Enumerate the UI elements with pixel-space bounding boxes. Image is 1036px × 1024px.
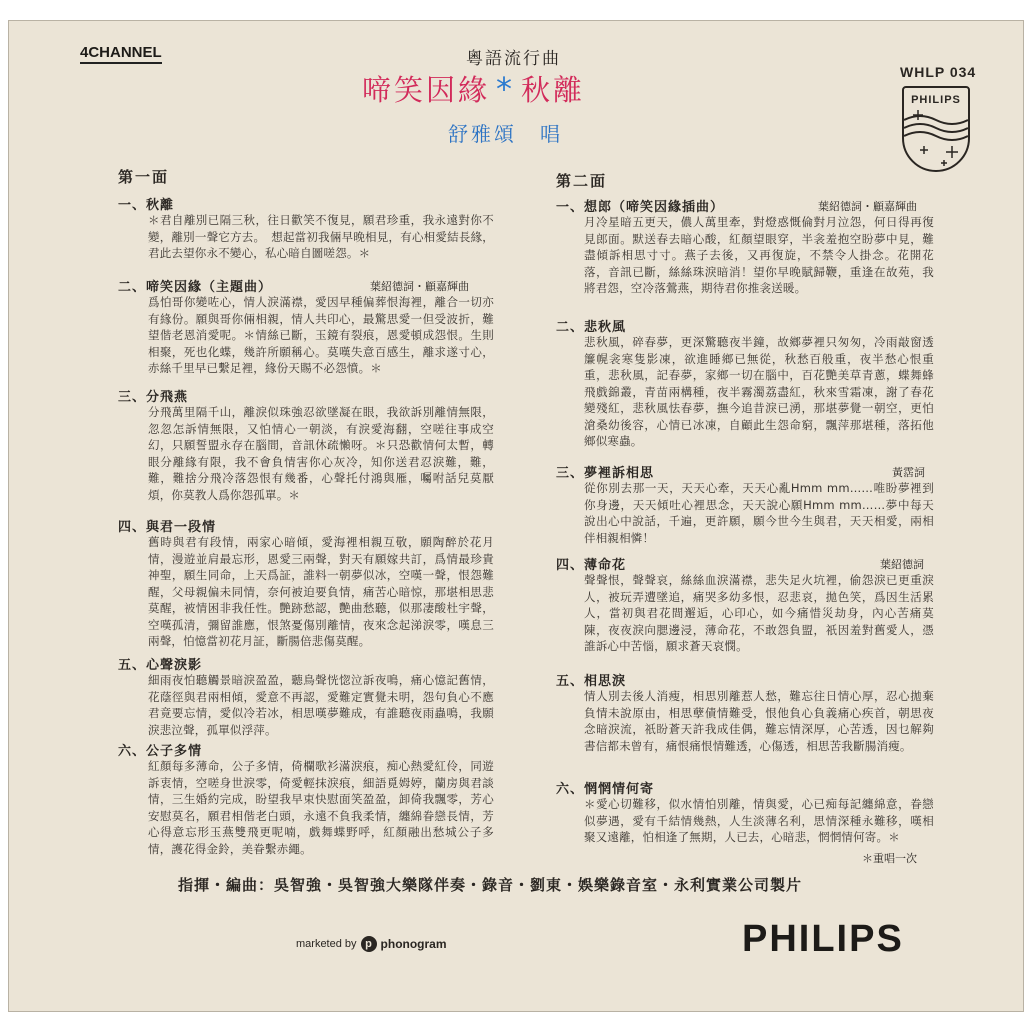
marketed-by-label: marketed by xyxy=(296,938,357,950)
side2-song1-credit: 葉紹德詞・顧嘉輝曲 xyxy=(818,200,917,213)
side2-song3-lyrics: 從你別去那一天，天天心牽，天天心亂Hmm mm……唯盼夢裡到你身邊，天天傾吐心裡思念，天天說心願Hmm mm……夢中每天說出心中說話，千遍，更許願，願今世今生與君，天天相愛，兩相伴相親相憐！ xyxy=(584,481,934,545)
side1-song4-lyrics: 舊時與君有段情，兩家心暗傾，愛海裡相親互敬，願陶醉於花月情，漫遊並肩最忘形，恩愛三兩聲，對天有願嫁共訂，爲情最珍貴神聖，願生同命，上天爲証，誰料一朝夢似冰，空嘆一聲，恨怨難醒，父母親偏未同情，奈何被迫要負情，痛苦心暗惊，那堪相思悲莫醒，被情困非我任性。艷跡愁認，艷曲愁聽，似那凄酸杜宇聲，空嘆孤清，彌留誰應，恨煞憂傷別離情，夜來念起涕淚零，嘆息三兩聲，怕憶當初花月証，斷腸倍悲傷莫醒。 xyxy=(148,535,494,648)
side2-song1-lyrics: 月冷星暗五更天，儂人萬里牽，對燈惑慨倫對月泣怨，何日得再復見郎面。默送春去暗心酸，紅顏望眼穿，半衾羞抱空盼夢中見，難盡傾訴相思寸寸。燕子去後，又再復旋，不禁令人掛念。花開花落，音訊已斷，絲絲珠淚暗消！望你早晚賦歸鞭，重逢在故苑，我將君怨，空冷落鶯燕，期待君你推衾送暖。 xyxy=(584,215,934,295)
philips-stars-icon xyxy=(904,106,968,172)
four-channel-logo: 4CHANNEL xyxy=(80,44,162,64)
side2-song5-title: 五、相思淚 xyxy=(556,674,627,689)
side1-song4-title: 四、與君一段情 xyxy=(118,520,217,535)
side2-song6-title: 六、惘惘情何寄 xyxy=(556,782,655,797)
phonogram-logo-icon: p xyxy=(361,936,377,952)
side1-song1-lyrics: ＊君自離別已隔三秋，往日歡笑不復見，願君珍重，我永遠對你不變，離別一聲它方去。 想起當初我倆早晚相見，有心相愛結長緣，君此去望你永不變心，私心暗自圖嗟怨。＊ xyxy=(148,213,494,260)
production-credits: 指揮・編曲：吳智強・吳智強大樂隊伴奏・錄音・劉東・娛樂錄音室・永利實業公司製片 xyxy=(178,876,803,894)
side1-song2-credit: 葉紹德詞・顧嘉輝曲 xyxy=(370,280,469,293)
philips-shield-logo xyxy=(902,86,970,172)
side2-song3-title: 三、夢裡訴相思 xyxy=(556,466,655,481)
side1-song3-lyrics: 分飛萬里隔千山，離淚似珠強忍欲墜凝在眼，我欲訴別離情無限，忽忽怎訴情無限，又怕情心一朝淡，有淚愛海翻，空嗟往事成空幻，只願誓盟永存在腦間，音訊休疏懶呀。＊只恐歡情何太暫，轉眼分離緣有限，我不會負情害你心灰冷，知你送君忍淚難，難，難，難捨分飛冷落怨恨有幾番，心聲托付鴻與雁，囑咐話兒莫厭煩，你莫教人爲你怨孤單。＊ xyxy=(148,405,494,502)
side2-song1-title: 一、想郎（啼笑因緣插曲） xyxy=(556,200,725,215)
side2-song4-credit: 葉紹德詞 xyxy=(880,558,924,571)
side2-song4-title: 四、薄命花 xyxy=(556,558,627,573)
side1-song2-title: 二、啼笑因緣（主題曲） xyxy=(118,280,273,295)
side1-song2-lyrics: 爲怕哥你變咗心，情人淚滿襟，愛因早種偏葬恨海裡，離合一切亦有緣份。願與哥你倆相親，情人共印心，最驚思愛一但受波折，難望偕老恩消愛呢。＊情絲已斷，玉鏡有裂痕，恩愛頓成怨恨。生則相聚，死也化蝶，幾許所願稱心。莫嘆失意百感生，離求遂寸心，赤絲千里早已繫足裡，緣份天賜不必怨憤。＊ xyxy=(148,295,494,375)
side1-song5-title: 五、心聲淚影 xyxy=(118,658,203,673)
side2-song5-lyrics: 情人別去後人消瘦，相思別離惹人愁，難忘往日情心厚，忍心拋棄負情未說原由，相思孽債情難受，恨他負心負義痛心疾首，朝思夜念暗淚流，祇盼蒼天許我成佳偶，難忘情深厚，心苦透，因乜解夠書信都未曾有，痛恨痛恨情難透，心傷透，相思苦我斷腸消瘦。 xyxy=(584,689,934,753)
series-label: 粵語流行曲 xyxy=(466,49,561,69)
side2-song2-title: 二、悲秋風 xyxy=(556,320,627,335)
singer-credit: 舒雅頌 唱 xyxy=(448,122,563,146)
catalog-number: WHLP 034 xyxy=(900,64,977,80)
philips-shield-word: PHILIPS xyxy=(911,94,961,106)
side2-song3-credit: 黃霑詞 xyxy=(892,466,925,479)
star-icon: * xyxy=(496,70,516,108)
side2-song2-lyrics: 悲秋風，碎春夢，更深驚聽夜半鐘，故鄉夢裡只匆匆，冷雨敲窗透簾幌衾寒隻影凍，欲進睡鄉已無從，秋愁百般重，夜半愁心恨重重，悲秋風，記春夢，家鄉一切在腦中，百花艷美草青蔥，蝶舞蜂飛戲錦叢，青苗兩構種，夜半霧濁荔盡紅，秋來雪霜凍，謝了春花變殘紅，悲秋風怯春夢，撫今追昔淚已湧，那堪夢覺一朝空，更怕滄桑幼後容，心情已冰凍，自顧此生怨命窮，飄萍那堪種，落拓他鄉似寒蟲。 xyxy=(584,335,934,448)
side2-heading: 第二面 xyxy=(556,172,608,190)
side1-song6-title: 六、公子多情 xyxy=(118,744,203,759)
side2-song6-lyrics: ＊愛心切難移，似水情怕別離，情與愛，心已痴每記纏綿意，眷戀似夢遇，愛有千結情幾熱，人生淡薄名利，思情深種永難移，嘆相聚又遠離，怕相逢了無期，人已去，心暗悲，惘惘情何寄。＊ xyxy=(584,797,934,844)
side1-heading: 第一面 xyxy=(118,168,170,186)
title-left: 啼笑因緣 xyxy=(362,73,491,107)
side1-song1-title: 一、秋離 xyxy=(118,198,175,213)
phonogram-label: phonogram xyxy=(380,937,447,951)
title-right: 秋離 xyxy=(521,73,586,107)
side1-song3-title: 三、分飛燕 xyxy=(118,390,189,405)
philips-wordmark: PHILIPS xyxy=(742,918,904,960)
side1-song5-lyrics: 細雨夜怕聽觸景暗淚盈盈，聽鳥聲恍惚泣訴夜鳴，痛心憶記舊情，花蔭徑與君兩相傾，愛意不再認，愛難定實覺未明，怨句負心不應君竟要忘情，愛似冷若冰，相思嘆夢難成，有誰聽夜雨蟲鳴，我願淚悲泣聲，孤單似浮萍。 xyxy=(148,673,494,737)
marketed-by-line xyxy=(296,936,447,952)
album-title xyxy=(362,68,585,109)
side1-song6-lyrics: 紅顏每多薄命，公子多情，倚欄歌衫滿淚痕，痴心熱愛紅伶，同遊訴衷情，空嗟身世淚零，倚愛輕抹淚痕，細語覓姆婷，蘭房與君談情，三生婚約完成，盼望我早束快慰面笑盈盈，卸倚我飄零，芳心安慰莫名，願君相偕老白頭，永遠不負我柔情，纏綿眷戀長情，芳心得意忘形玉燕雙飛更呢喃，戲舞蝶野呼，紅顏融出愁城公子多情，護花得金鈴，美眷繫赤繩。 xyxy=(148,759,494,856)
side2-song6-note: ＊重唱一次 xyxy=(862,852,917,865)
side2-song4-lyrics: 聲聲恨，聲聲哀，絲絲血淚滿襟，悲失足火坑裡，偷怨淚已更重淚人，被玩弄遭墜追，痛哭多幼多恨，忍悲哀，拋色笑，爲因生活累人，當初與君花間邂逅，心印心，如今痛惜災劫身，內心苦痛莫陳，夜夜淚向腮邊浸，薄命花，不敢怨負盟，祇因羞對舊愛人，憑誰訴心中苦惱，願求蒼天哀憫。 xyxy=(584,573,934,653)
